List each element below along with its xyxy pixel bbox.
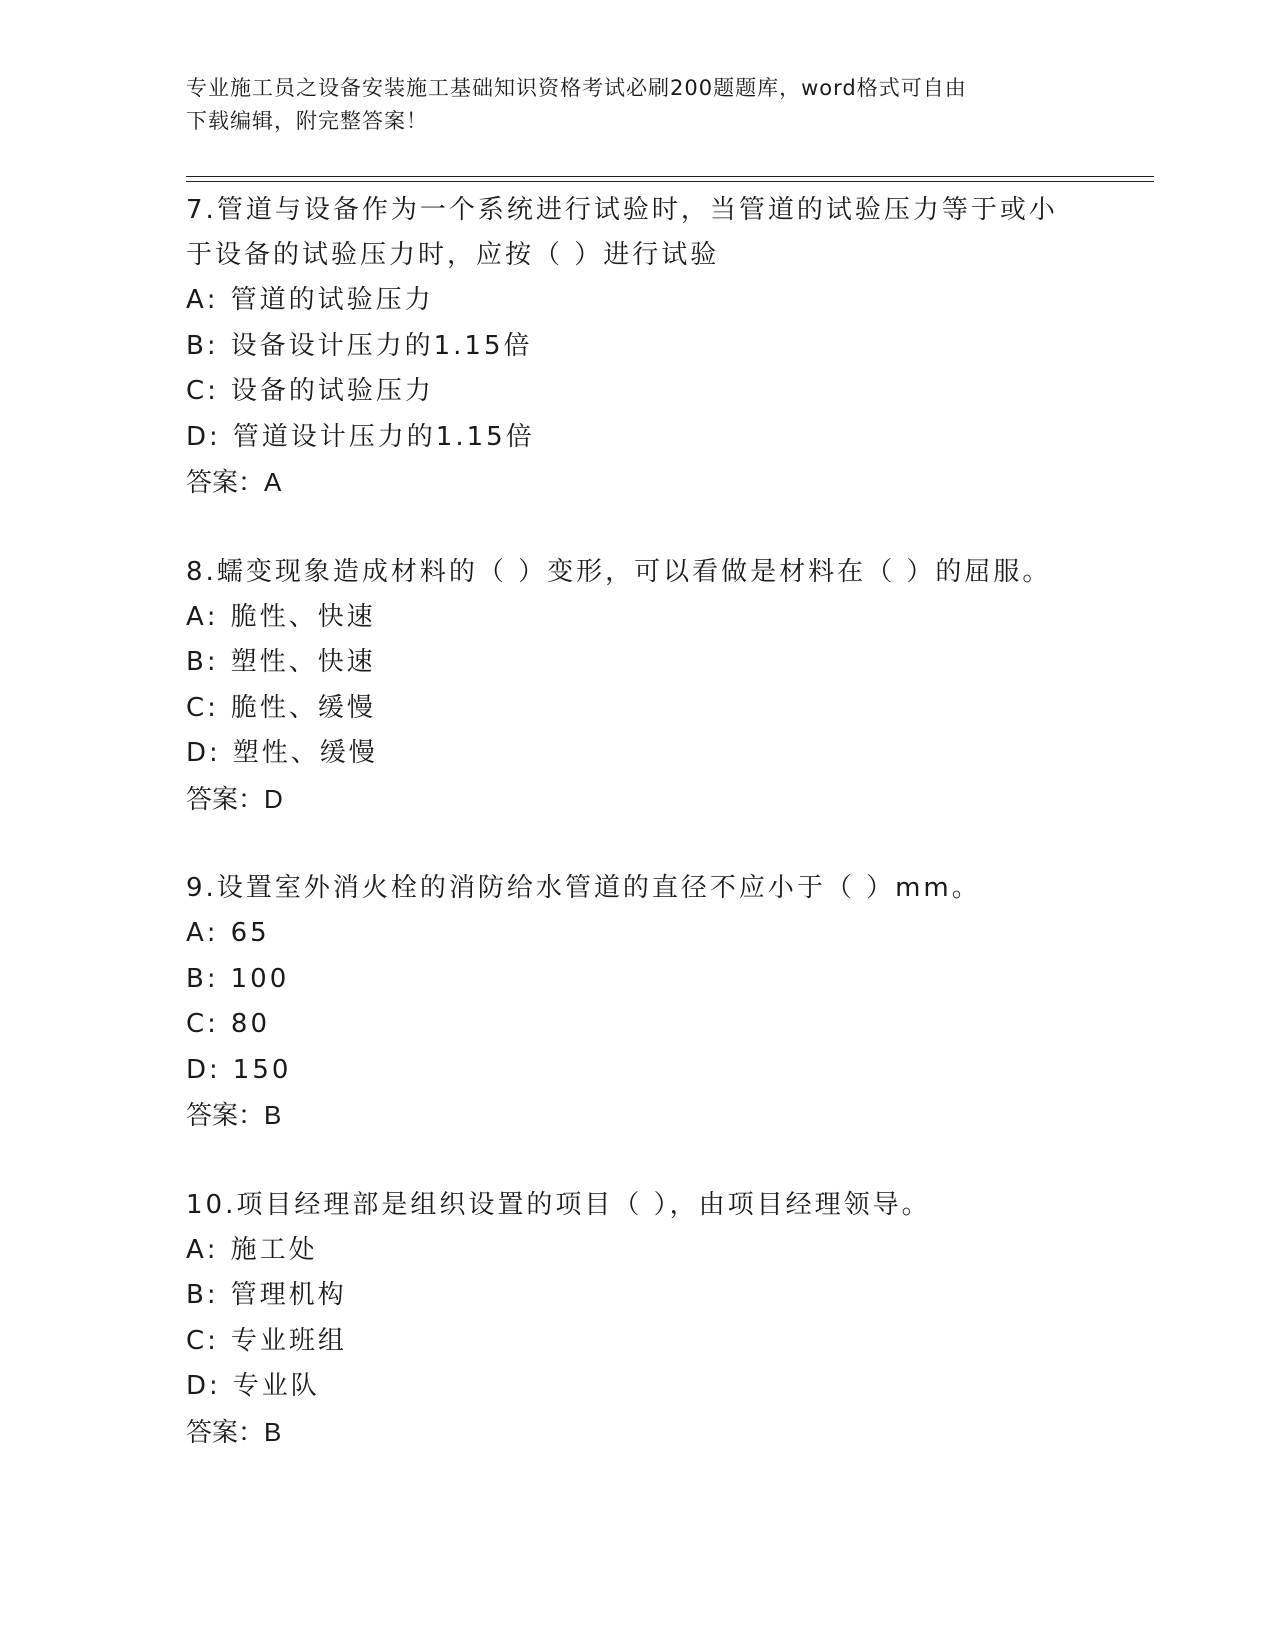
- answer-value: A: [264, 467, 282, 497]
- option-text: 管理机构: [230, 1280, 347, 1310]
- answer-label: 答案：: [186, 1416, 265, 1447]
- question-number: 7.: [186, 195, 217, 225]
- option-separator: :: [206, 330, 219, 361]
- answer-line: [186, 460, 1086, 506]
- option-separator: :: [207, 1325, 219, 1356]
- option-c: [186, 686, 1086, 732]
- document-header: [186, 72, 1066, 138]
- option-text: 脆性、快速: [230, 601, 376, 632]
- option-text: 管道的试验压力: [230, 285, 434, 315]
- option-separator: :: [209, 1054, 221, 1085]
- option-d: [186, 415, 1086, 461]
- option-separator: :: [206, 1280, 219, 1310]
- option-c: [186, 1002, 1086, 1048]
- option-letter: B: [186, 1280, 207, 1310]
- option-b: [186, 1273, 1086, 1319]
- question-item: [186, 550, 1086, 823]
- option-separator: :: [207, 376, 219, 406]
- header-divider-top: [186, 176, 1154, 177]
- option-a: [186, 911, 1086, 957]
- option-separator: :: [206, 601, 219, 632]
- option-letter: D: [186, 1054, 210, 1085]
- option-text: 专业班组: [230, 1325, 347, 1356]
- answer-line: [186, 1410, 1086, 1456]
- option-d: [186, 1364, 1086, 1410]
- option-a: [186, 278, 1086, 324]
- option-letter: B: [186, 963, 207, 994]
- question-list: [186, 188, 1086, 1499]
- option-text: 管道设计压力的1.15倍: [232, 421, 535, 452]
- option-letter: A: [186, 601, 207, 632]
- option-separator: :: [209, 738, 221, 768]
- question-text: [186, 1183, 1086, 1228]
- question-text: [186, 866, 1086, 911]
- question-body: 项目经理部是组织设置的项目（ ），由项目经理领导。: [236, 1189, 931, 1220]
- option-letter: B: [186, 330, 207, 361]
- option-separator: :: [206, 963, 219, 994]
- option-separator: :: [209, 1371, 221, 1401]
- option-separator: :: [209, 421, 221, 452]
- option-letter: A: [186, 1234, 207, 1265]
- option-text: 设备设计压力的1.15倍: [230, 330, 533, 361]
- option-separator: :: [206, 285, 219, 315]
- option-separator: :: [206, 1234, 219, 1265]
- answer-value: B: [264, 1100, 282, 1130]
- option-letter: A: [186, 918, 207, 948]
- question-text: [186, 188, 1086, 278]
- answer-label: 答案：: [186, 1100, 265, 1130]
- option-a: [186, 595, 1086, 641]
- option-d: [186, 1048, 1086, 1094]
- option-separator: :: [207, 1009, 219, 1039]
- option-letter: D: [186, 1371, 210, 1401]
- question-number: 10.: [186, 1189, 237, 1220]
- option-letter: C: [186, 692, 208, 723]
- option-letter: D: [186, 421, 210, 452]
- answer-line: [186, 777, 1086, 823]
- question-text: [186, 550, 1086, 595]
- option-letter: B: [186, 647, 207, 677]
- header-divider-bottom: [186, 181, 1154, 182]
- answer-value: B: [264, 1416, 282, 1447]
- option-text: 80: [230, 1009, 271, 1039]
- option-text: 施工处: [230, 1234, 318, 1265]
- question-number: 9.: [186, 873, 217, 903]
- option-c: [186, 1319, 1086, 1365]
- question-body: 管道与设备作为一个系统进行试验时，当管道的试验压力等于或小于设备的试验压力时，应按（ ）进行试验: [186, 195, 1058, 270]
- option-separator: :: [206, 647, 219, 677]
- option-b: [186, 324, 1086, 370]
- answer-label: 答案：: [186, 467, 265, 497]
- option-text: 塑性、快速: [230, 647, 376, 677]
- option-separator: :: [207, 692, 219, 723]
- question-item: [186, 866, 1086, 1139]
- option-letter: D: [186, 738, 210, 768]
- option-letter: C: [186, 1325, 208, 1356]
- option-letter: A: [186, 285, 207, 315]
- option-text: 脆性、缓慢: [230, 692, 376, 723]
- question-body: 蠕变现象造成材料的（ ）变形，可以看做是材料在（ ）的屈服。: [216, 556, 1052, 587]
- option-b: [186, 640, 1086, 686]
- question-number: 8.: [186, 556, 217, 587]
- option-c: [186, 369, 1086, 415]
- option-text: 150: [232, 1054, 292, 1085]
- header-line-1: 专业施工员之设备安装施工基础知识资格考试必刷200题题库，word格式可自由: [186, 76, 967, 100]
- option-d: [186, 731, 1086, 777]
- answer-line: [186, 1093, 1086, 1139]
- option-b: [186, 957, 1086, 1003]
- answer-value: D: [264, 783, 283, 814]
- question-item: [186, 188, 1086, 506]
- option-text: 65: [230, 918, 270, 948]
- option-text: 100: [230, 963, 290, 994]
- option-text: 设备的试验压力: [230, 376, 434, 406]
- option-text: 专业队: [232, 1371, 320, 1401]
- question-item: [186, 1183, 1086, 1456]
- option-a: [186, 1228, 1086, 1274]
- option-letter: C: [186, 376, 208, 406]
- answer-label: 答案：: [186, 783, 265, 814]
- option-text: 塑性、缓慢: [232, 738, 378, 768]
- option-letter: C: [186, 1009, 208, 1039]
- question-body: 设置室外消火栓的消防给水管道的直径不应小于（ ）mm。: [216, 873, 981, 903]
- header-line-2: 下载编辑，附完整答案！: [186, 109, 428, 133]
- option-separator: :: [206, 918, 219, 948]
